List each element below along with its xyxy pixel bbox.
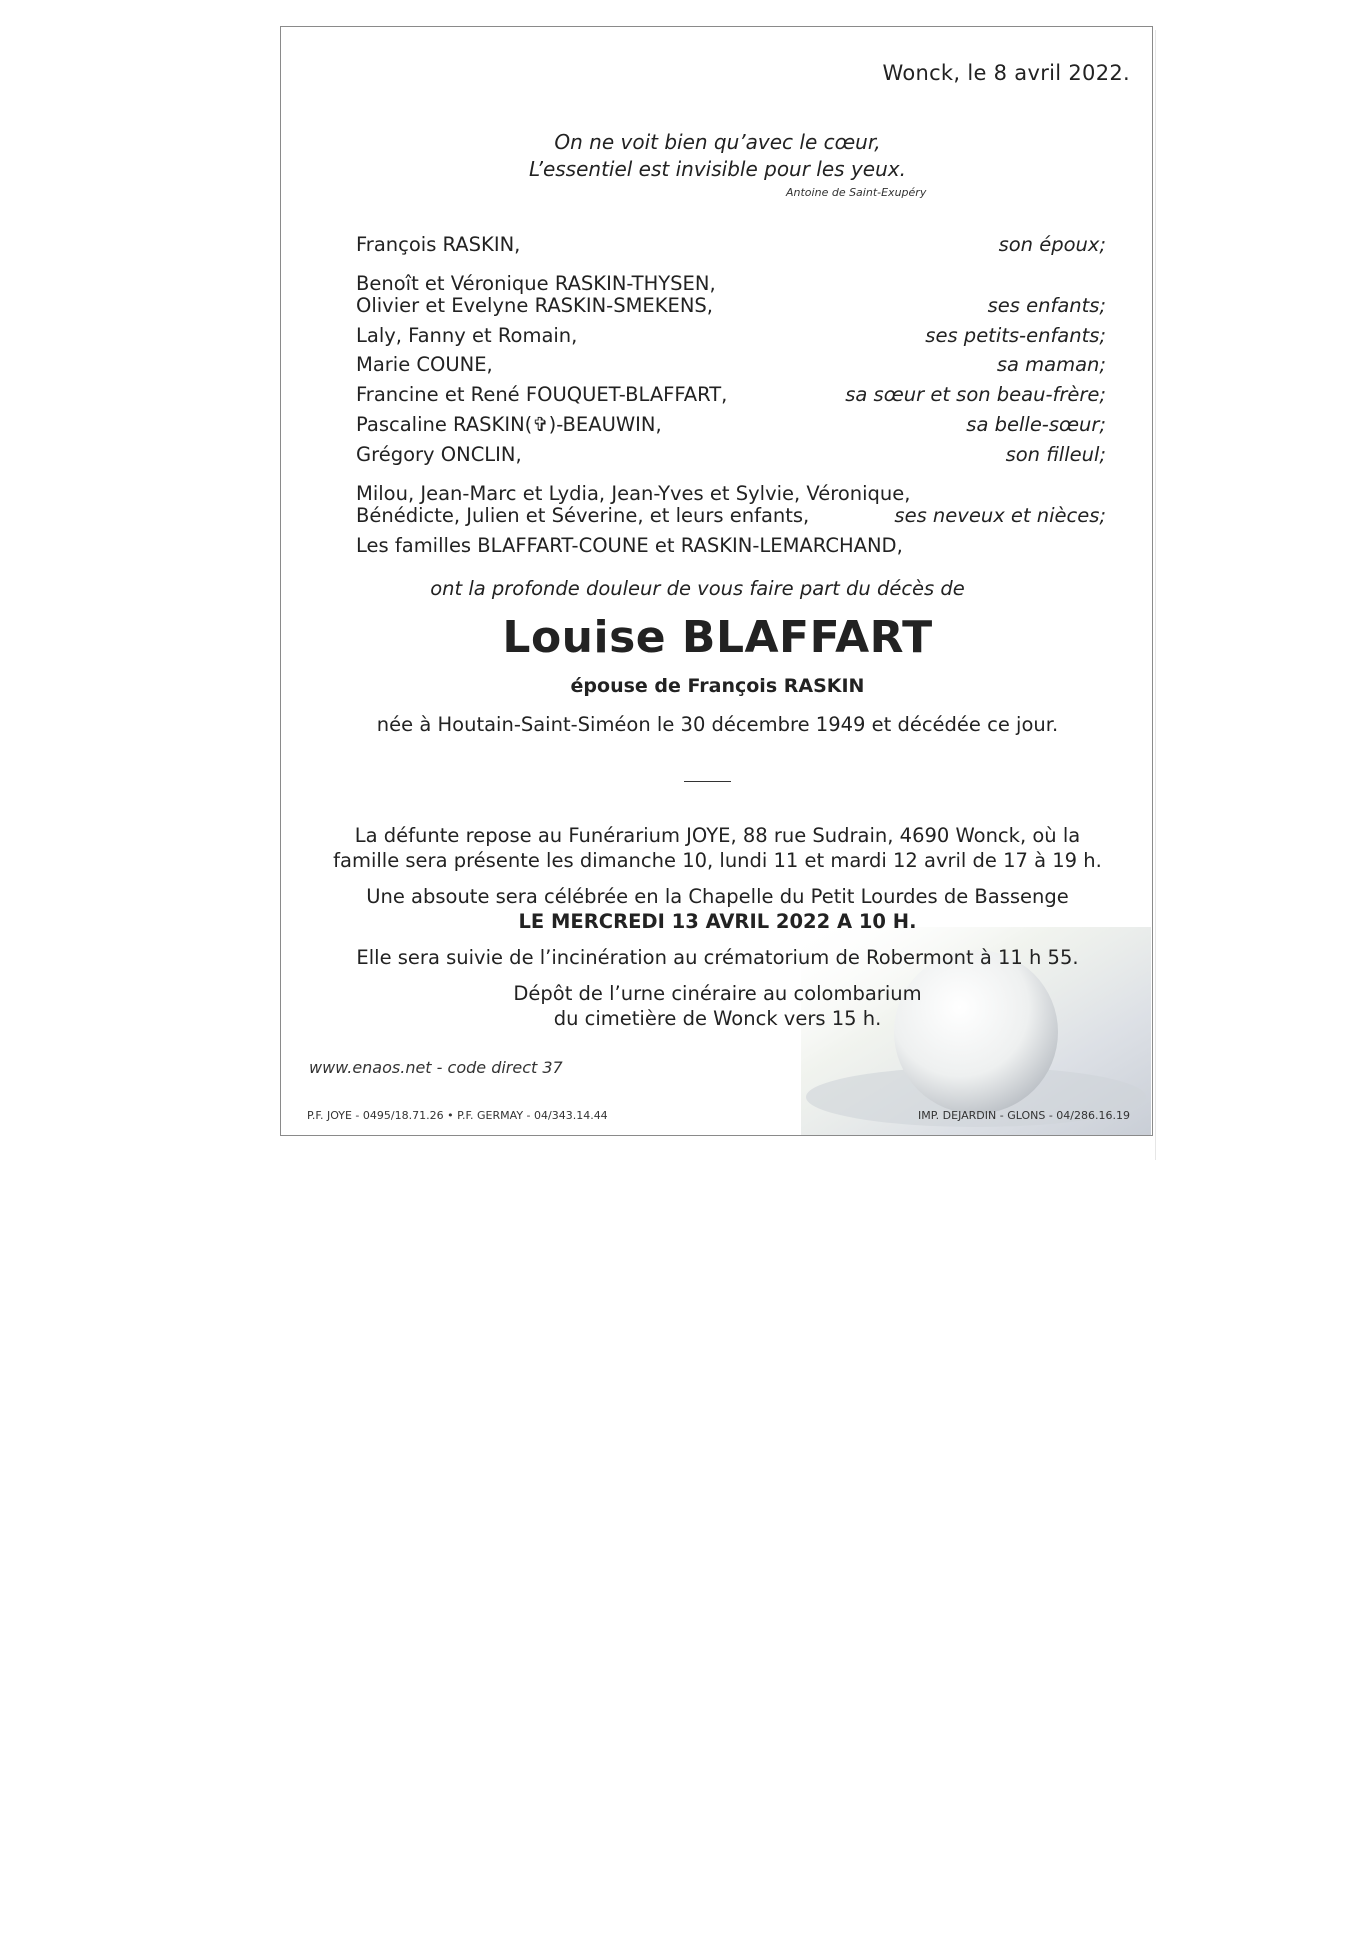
rest-line-1: La défunte repose au Funérarium JOYE, 88 rue Sudrain, 4690 Wonck, où la (354, 824, 1081, 847)
absoute-paragraph (281, 884, 1154, 934)
deceased-birth: née à Houtain-Saint-Siméon le 30 décembre 1949 et décédée ce jour. (376, 713, 1059, 736)
family-names: François RASKIN, (356, 233, 521, 256)
family-names: Milou, Jean-Marc et Lydia, Jean-Yves et Sylvie, Véronique, (356, 482, 911, 505)
family-names: Francine et René FOUQUET-BLAFFART, (356, 383, 728, 406)
family-relation: sa sœur et son beau-frère; (845, 383, 1106, 406)
family-relation: ses neveux et nièces; (894, 504, 1106, 527)
urn-line-2: du cimetière de Wonck vers 15 h. (553, 1007, 882, 1030)
family-names: Grégory ONCLIN, (356, 443, 522, 466)
family-names: Marie COUNE, (356, 353, 493, 376)
announcement: ont la profonde douleur de vous faire part du décès de (430, 577, 965, 600)
family-row (356, 412, 1106, 437)
quote-line-1: On ne voit bien qu’avec le cœur, (554, 130, 881, 154)
family-names: Laly, Fanny et Romain, (356, 324, 578, 347)
family-relation: sa belle-sœur; (966, 413, 1106, 436)
family-names: Bénédicte, Julien et Séverine, et leurs enfants, (356, 504, 810, 527)
family-row (356, 352, 1106, 377)
family-relation: son époux; (998, 233, 1106, 256)
family-relation: son filleul; (1005, 443, 1106, 466)
family-row (356, 382, 1106, 407)
rest-paragraph (281, 823, 1154, 873)
family-names: Benoît et Véronique RASKIN-THYSEN, (356, 272, 716, 295)
rest-line-2: famille sera présente les dimanche 10, lundi 11 et mardi 12 avril de 17 à 19 h. (333, 849, 1102, 872)
notice-date: Wonck, le 8 avril 2022. (882, 61, 1130, 85)
family-row (356, 503, 1106, 528)
quote-author: Antoine de Saint-Exupéry (786, 186, 927, 199)
family-row (356, 442, 1106, 467)
page-edge-line (1155, 30, 1156, 1160)
family-names: Pascaline RASKIN(✞)-BEAUWIN, (356, 413, 662, 436)
family-relation: sa maman; (996, 353, 1106, 376)
urn-line-1: Dépôt de l’urne cinéraire au colombarium (513, 982, 922, 1005)
family-names: Les familles BLAFFART-COUNE et RASKIN-LEMARCHAND, (356, 534, 903, 557)
urn-paragraph (281, 981, 1154, 1031)
family-row (356, 323, 1106, 348)
funeral-home-contacts: P.F. JOYE - 0495/18.71.26 • P.F. GERMAY - 04/343.14.44 (307, 1109, 608, 1122)
printer-credit: IMP. DEJARDIN - GLONS - 04/286.16.19 (918, 1109, 1130, 1122)
family-row (356, 293, 1106, 318)
absoute-line-2: LE MERCREDI 13 AVRIL 2022 A 10 H. (518, 910, 917, 933)
quote-line-2: L’essentiel est invisible pour les yeux. (529, 157, 906, 181)
death-notice-card (280, 26, 1153, 1136)
family-names: Olivier et Evelyne RASKIN-SMEKENS, (356, 294, 713, 317)
deceased-spouse: épouse de François RASKIN (570, 675, 865, 697)
incineration-line: Elle sera suivie de l’incinération au crématorium de Robermont à 11 h 55. (356, 946, 1079, 969)
separator-line (684, 781, 731, 782)
family-relation: ses petits-enfants; (925, 324, 1106, 347)
family-relation: ses enfants; (987, 294, 1106, 317)
family-row (356, 232, 1106, 257)
website-link: www.enaos.net - code direct 37 (309, 1058, 563, 1077)
absoute-line-1: Une absoute sera célébrée en la Chapelle du Petit Lourdes de Bassenge (366, 885, 1069, 908)
deceased-name: Louise BLAFFART (502, 612, 933, 663)
family-row (356, 533, 1106, 558)
